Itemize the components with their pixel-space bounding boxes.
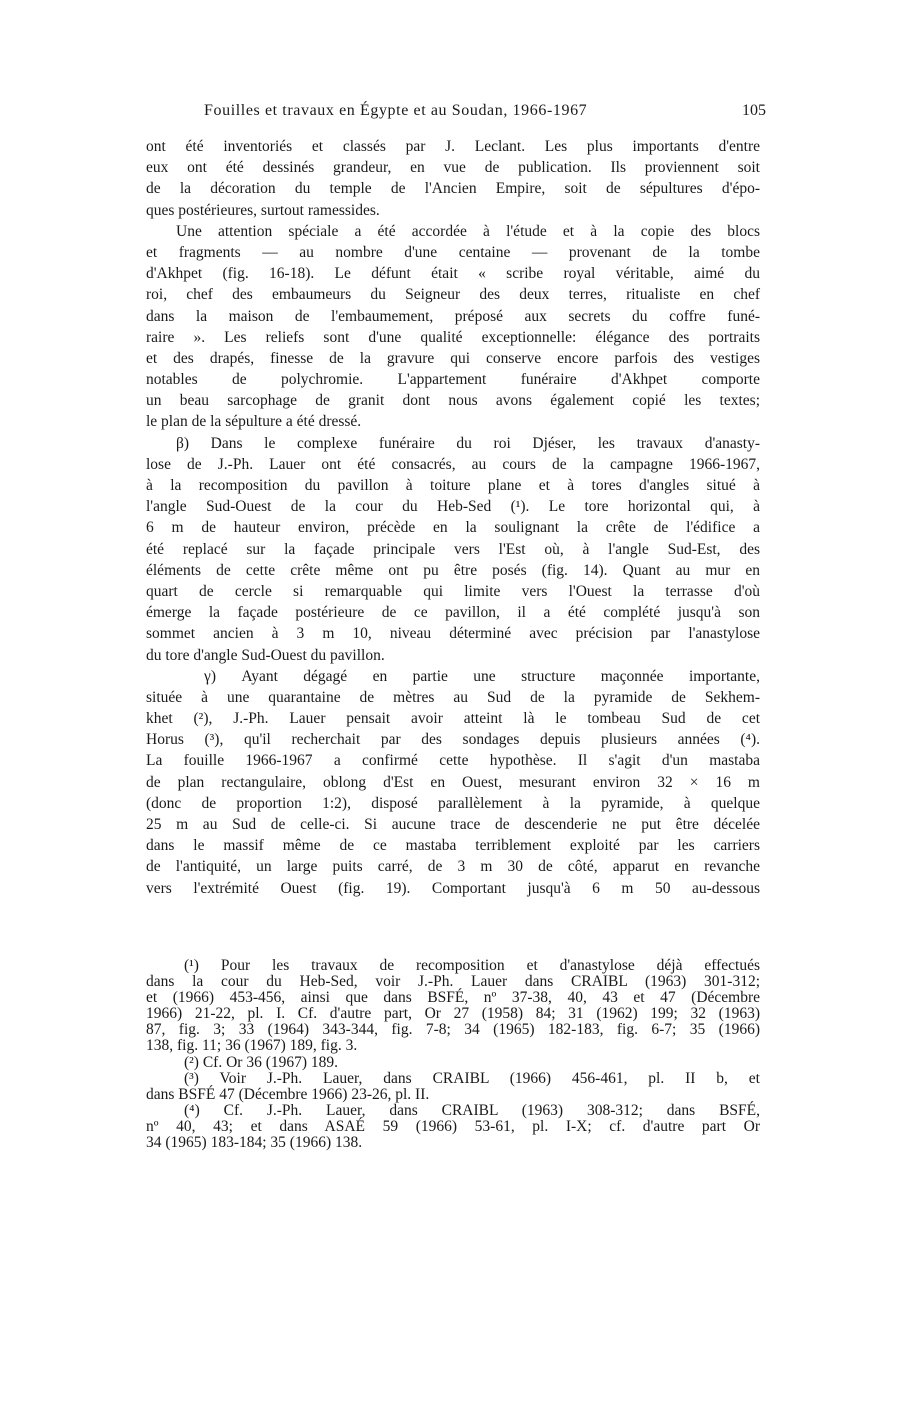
body-line: Horus (³), qu'il recherchait par des sondages depuis plusieurs années (⁴). (146, 731, 760, 749)
body-line: Une attention spéciale a été accordée à l'étude et à la copie des blocs (176, 222, 760, 240)
page-number: 105 (742, 102, 766, 119)
body-line: émerge la façade postérieure de ce pavillon, il a été complété jusqu'à son (146, 604, 760, 622)
body-line: le plan de la sépulture a été dressé. (146, 413, 362, 431)
body-line: (donc de proportion 1:2), disposé parallèlement à la pyramide, à quelque (146, 794, 760, 812)
body-line: vers l'extrémité Ouest (fig. 19). Comportant jusqu'à 6 m 50 au-dessous (146, 879, 760, 897)
footnote-line: nº 40, 43; et dans ASAÉ 59 (1966) 53-61, pl. I-X; cf. d'autre part Or (146, 1117, 760, 1135)
body-line: γ) Ayant dégagé en partie une structure maçonnée importante, (204, 667, 760, 685)
body-line: été replacé sur la façade principale vers l'Est où, à l'angle Sud-Est, des (146, 540, 760, 558)
footnote-line: 1966) 21-22, pl. I. Cf. d'autre part, Or 27 (1958) 84; 31 (1962) 199; 32 (1963) (146, 1005, 760, 1023)
body-line: de plan rectangulaire, oblong d'Est en Ouest, mesurant environ 32 × 16 m (146, 773, 760, 791)
body-line: l'angle Sud-Ouest de la cour du Heb-Sed (¹). Le tore horizontal qui, à (146, 498, 760, 516)
body-line: La fouille 1966-1967 a confirmé cette hypothèse. Il s'agit d'un mastaba (146, 752, 760, 770)
body-line: à la recomposition du pavillon à toiture plane et à tores d'angles situé à (146, 477, 760, 494)
footnote-line: 34 (1965) 183-184; 35 (1966) 138. (146, 1134, 363, 1152)
body-line: située à une quarantaine de mètres au Sud de la pyramide de Sekhem- (146, 688, 760, 706)
body-line: et des drapés, finesse de la gravure qui conserve encore parfois des vestiges (146, 349, 760, 367)
footnote-line: (⁴) Cf. J.-Ph. Lauer, dans CRAIBL (1963) 308-312; dans BSFÉ, (184, 1101, 760, 1119)
body-line: d'Akhpet (fig. 16-18). Le défunt était « scribe royal véritable, aimé du (146, 265, 760, 283)
footnote-line: 138, fig. 11; 36 (1967) 189, fig. 3. (146, 1037, 358, 1055)
footnote-line: dans BSFÉ 47 (Décembre 1966) 23-26, pl. II. (146, 1085, 430, 1103)
body-line: ques postérieures, surtout ramessides. (146, 201, 380, 219)
page-header (146, 102, 766, 124)
body-line: eux ont été dessinés grandeur, en vue de publication. Ils proviennent soit (146, 159, 760, 177)
footnote-line: et (1966) 453-456, ainsi que dans BSFÉ, nº 37-38, 40, 43 et 47 (Décembre (146, 989, 760, 1007)
body-line: de l'antiquité, un large puits carré, de 3 m 30 de côté, apparut en revanche (146, 858, 760, 876)
body-line: notables de polychromie. L'appartement funéraire d'Akhpet comporte (146, 371, 760, 389)
footnote-line: (²) Cf. Or 36 (1967) 189. (184, 1053, 339, 1071)
body-line: khet (²), J.-Ph. Lauer pensait avoir atteint là le tombeau Sud de cet (146, 710, 760, 728)
body-line: dans la maison de l'embaumement, préposé aux secrets du coffre funé- (146, 307, 760, 325)
body-line: éléments de cette crête même ont pu être posés (fig. 14). Quant au mur en (146, 561, 760, 579)
body-line: raire ». Les reliefs sont d'une qualité exceptionnelle: élégance des portraits (146, 328, 760, 346)
body-line: 6 m de hauteur environ, précède en la soulignant la crête de l'édifice a (146, 519, 760, 537)
body-line: dans le massif même de ce mastaba terriblement exploité par les carriers (146, 837, 760, 855)
body-text (146, 136, 760, 899)
body-line: du tore d'angle Sud-Ouest du pavillon. (146, 646, 385, 664)
running-title: Fouilles et travaux en Égypte et au Soudan, 1966-1967 (204, 102, 588, 119)
footnotes (146, 958, 760, 1151)
body-line: roi, chef des embaumeurs du Seigneur des deux terres, ritualiste en chef (146, 286, 760, 304)
footnote-line: (¹) Pour les travaux de recomposition et d'anastylose déjà effectués (184, 957, 760, 974)
footnote-line: 87, fig. 3; 33 (1964) 343-344, fig. 7-8; 34 (1965) 182-183, fig. 6-7; 35 (1966) (146, 1021, 760, 1039)
body-line: quart de cercle si remarquable qui limite vers l'Ouest la terrasse d'où (146, 582, 760, 600)
body-line: de la décoration du temple de l'Ancien Empire, soit de sépultures d'épo- (146, 180, 760, 198)
body-line: sommet ancien à 3 m 10, niveau déterminé avec précision par l'anastylose (146, 625, 760, 643)
body-line: un beau sarcophage de granit dont nous avons également copié les textes; (146, 392, 760, 410)
body-line: lose de J.-Ph. Lauer ont été consacrés, au cours de la campagne 1966-1967, (146, 455, 760, 473)
footnote-line: dans la cour du Heb-Sed, voir J.-Ph. Lauer dans CRAIBL (1963) 301-312; (146, 973, 760, 991)
body-line: 25 m au Sud de celle-ci. Si aucune trace de descenderie ne put être décelée (146, 816, 760, 833)
body-line: ont été inventoriés et classés par J. Leclant. Les plus importants d'entre (146, 138, 760, 155)
body-line: et fragments — au nombre d'une centaine — provenant de la tombe (146, 243, 760, 261)
body-line: β) Dans le complexe funéraire du roi Djéser, les travaux d'anasty- (176, 434, 760, 452)
footnote-line: (³) Voir J.-Ph. Lauer, dans CRAIBL (1966) 456-461, pl. II b, et (184, 1069, 760, 1087)
